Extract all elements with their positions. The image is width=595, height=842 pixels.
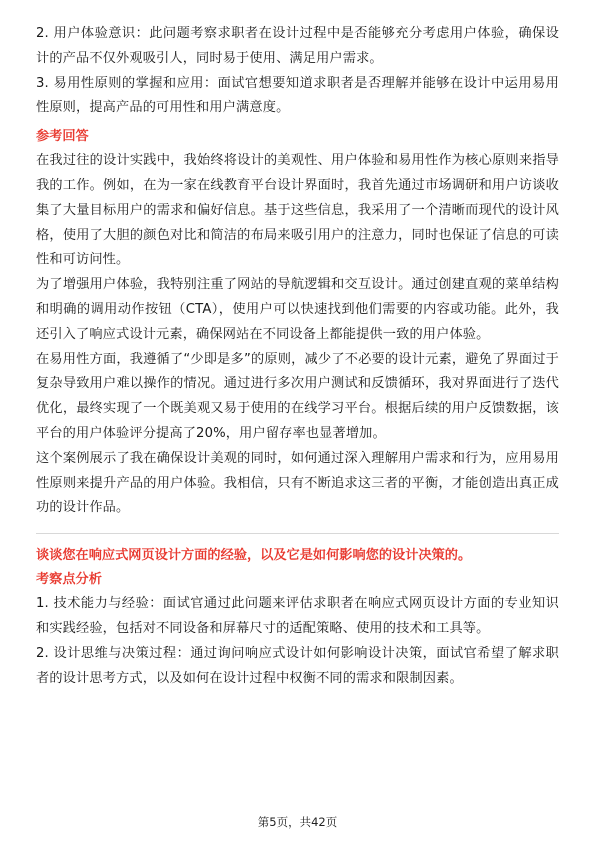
document-body — [36, 22, 559, 691]
point-user-experience: 2. 用户体验意识：此问题考察求职者在设计过程中是否能够充分考虑用户体验，确保设计的产品不仅外观吸引人，同时易于使用、满足用户需求。 — [36, 26, 559, 66]
next-question: 谈谈您在响应式网页设计方面的经验，以及它是如何影响您的设计决策的。 — [36, 548, 472, 564]
section-divider — [36, 533, 559, 534]
answer-paragraph: 在易用性方面，我遵循了“少即是多”的原则，减少了不必要的设计元素，避免了界面过于复杂导致用户难以操作的情况。通过进行多次用户测试和反馈循环，我对界面进行了迭代优化，最终实现了一个既美观又易于使用的在线学习平台。根据后续的用户反馈数据，该平台的用户体验评分提高了20%，用户留存率也显著增加。 — [36, 351, 559, 441]
analysis-point: 2. 设计思维与决策过程：通过询问响应式设计如何影响设计决策，面试官希望了解求职者的设计思考方式，以及如何在设计过程中权衡不同的需求和限制因素。 — [36, 645, 559, 686]
analysis-point: 1. 技术能力与经验：面试官通过此问题来评估求职者在响应式网页设计方面的专业知识和实践经验，包括对不同设备和屏幕尺寸的适配策略、使用的技术和工具等。 — [36, 596, 559, 636]
answer-paragraph: 在我过往的设计实践中，我始终将设计的美观性、用户体验和易用性作为核心原则来指导我的工作。例如，在为一家在线教育平台设计界面时，我首先通过市场调研和用户访谈收集了大量目标用户的需求和偏好信息。基于这些信息，我采用了一个清晰而现代的设计风格，使用了大胆的颜色对比和简洁的布局来吸引用户的注意力，同时也保证了信息的可读性和可访问性。 — [36, 153, 559, 268]
answer-paragraph: 为了增强用户体验，我特别注重了网站的导航逻辑和交互设计。通过创建直观的菜单结构和明确的调用动作按钮（CTA），使用户可以快速找到他们需要的内容或功能。此外，我还引入了响应式设计元素，确保网站在不同设备上都能提供一致的用户体验。 — [36, 277, 559, 342]
page-footer: 第5页，共42页 — [257, 815, 338, 829]
answer-paragraph: 这个案例展示了我在确保设计美观的同时，如何通过深入理解用户需求和行为，应用易用性原则来提升产品的用户体验。我相信，只有不断追求这三者的平衡，才能创造出真正成功的设计作品。 — [36, 450, 559, 516]
point-usability-principles: 3. 易用性原则的掌握和应用：面试官想要知道求职者是否理解并能够在设计中运用易用性原则，提高产品的可用性和用户满意度。 — [36, 75, 559, 116]
answer-heading: 参考回答 — [36, 129, 89, 145]
analysis-heading: 考察点分析 — [36, 572, 102, 588]
